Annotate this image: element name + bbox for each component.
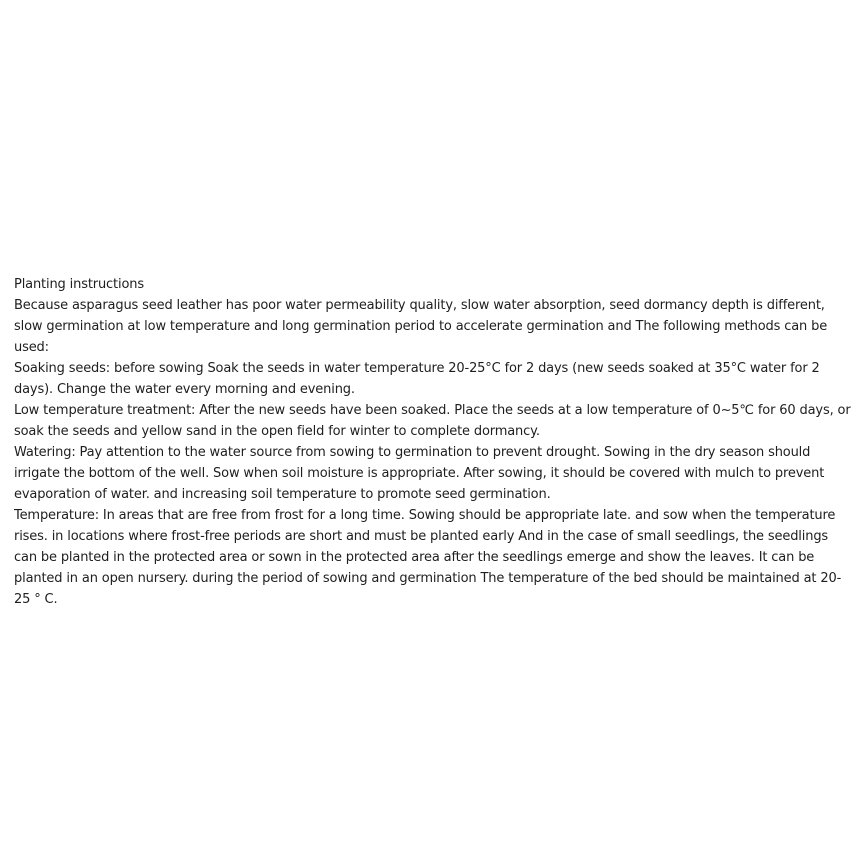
document-title: Planting instructions: [14, 277, 144, 292]
paragraph-intro: Because asparagus seed leather has poor water permeability quality, slow water absorption, seed dormancy depth is different, slow germination at low temperature and long germination period to accelerate germination and The following methods can be used:: [14, 298, 828, 355]
paragraph-soaking-seeds: Soaking seeds: before sowing Soak the seeds in water temperature 20-25°C for 2 days (new seeds soaked at 35°C water for 2 days). Change the water every morning and evening.: [14, 361, 820, 397]
planting-instructions-document: [14, 274, 854, 610]
paragraph-low-temperature-treatment: Low temperature treatment: After the new seeds have been soaked. Place the seeds at a low temperature of 0~5℃ for 60 days, or soak the seeds and yellow sand in the open field for winter to complete dormancy.: [14, 403, 851, 439]
paragraph-watering: Watering: Pay attention to the water source from sowing to germination to prevent drought. Sowing in the dry season should irrigate the bottom of the well. Sow when soil moisture is appropriate. After sowing, it should be covered with mulch to prevent evaporation of water. and increasing soil temperature to promote seed germination.: [14, 445, 825, 502]
paragraph-temperature: Temperature: In areas that are free from frost for a long time. Sowing should be appropriate late. and sow when the temperature rises. in locations where frost-free periods are short and must be planted early And in the case of small seedlings, the seedlings can be planted in the protected area or sown in the protected area after the seedlings emerge and show the leaves. It can be planted in an open nursery. during the period of sowing and germination The temperature of the bed should be maintained at 20-25 ° C.: [14, 508, 842, 607]
